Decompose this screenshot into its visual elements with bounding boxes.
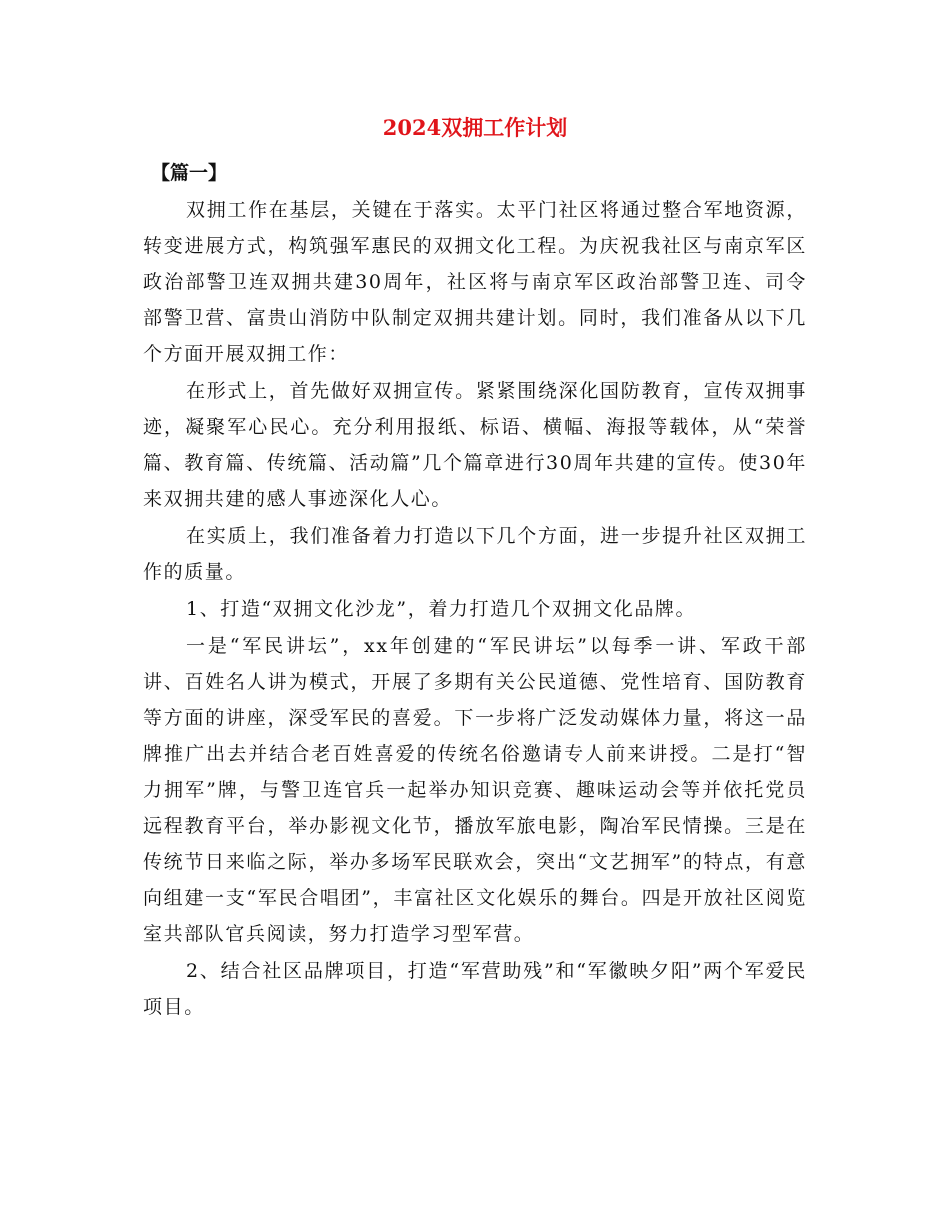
paragraph-brands: 一是“军民讲坛”，xx年创建的“军民讲坛”以每季一讲、军政干部讲、百姓名人讲为模式，开展了多期有关公民道德、党性培育、国防教育等方面的讲座，深受军民的喜爱。下一步将广泛发动媒体力量，将这一品牌推广出去并结合老百姓喜爱的传统名俗邀请专人前来讲授。二是打“智力拥军”牌，与警卫连官兵一起举办知识竞赛、趣味运动会等并依托党员远程教育平台，举办影视文化节，播放军旅电影，陶冶军民情操。三是在传统节日来临之际，举办多场军民联欢会，突出“文艺拥军”的特点，有意向组建一支“军民合唱团”，丰富社区文化娱乐的舞台。四是开放社区阅览室共部队官兵阅读，努力打造学习型军营。 xyxy=(143,635,807,945)
document-title: 2024双拥工作计划 xyxy=(382,115,568,140)
paragraph-item-2: 2、结合社区品牌项目，打造“军营助残”和“军徽映夕阳”两个军爱民项目。 xyxy=(143,960,807,1018)
document-body xyxy=(143,155,807,1026)
paragraph-form: 在形式上，首先做好双拥宣传。紧紧围绕深化国防教育，宣传双拥事迹，凝聚军心民心。充分利用报纸、标语、横幅、海报等载体，从“荣誉篇、教育篇、传统篇、活动篇”几个篇章进行30周年共建的宣传。使30年来双拥共建的感人事迹深化人心。 xyxy=(143,380,807,510)
section-label: 【篇一】 xyxy=(151,162,228,184)
paragraph-intro: 双拥工作在基层，关键在于落实。太平门社区将通过整合军地资源，转变进展方式，构筑强军惠民的双拥文化工程。为庆祝我社区与南京军区政治部警卫连双拥共建30周年，社区将与南京军区政治部警卫连、司令部警卫营、富贵山消防中队制定双拥共建计划。同时，我们准备从以下几个方面开展双拥工作： xyxy=(143,199,807,365)
paragraph-item-1: 1、打造“双拥文化沙龙”，着力打造几个双拥文化品牌。 xyxy=(186,598,697,620)
paragraph-substance: 在实质上，我们准备着力打造以下几个方面，进一步提升社区双拥工作的质量。 xyxy=(143,525,807,583)
